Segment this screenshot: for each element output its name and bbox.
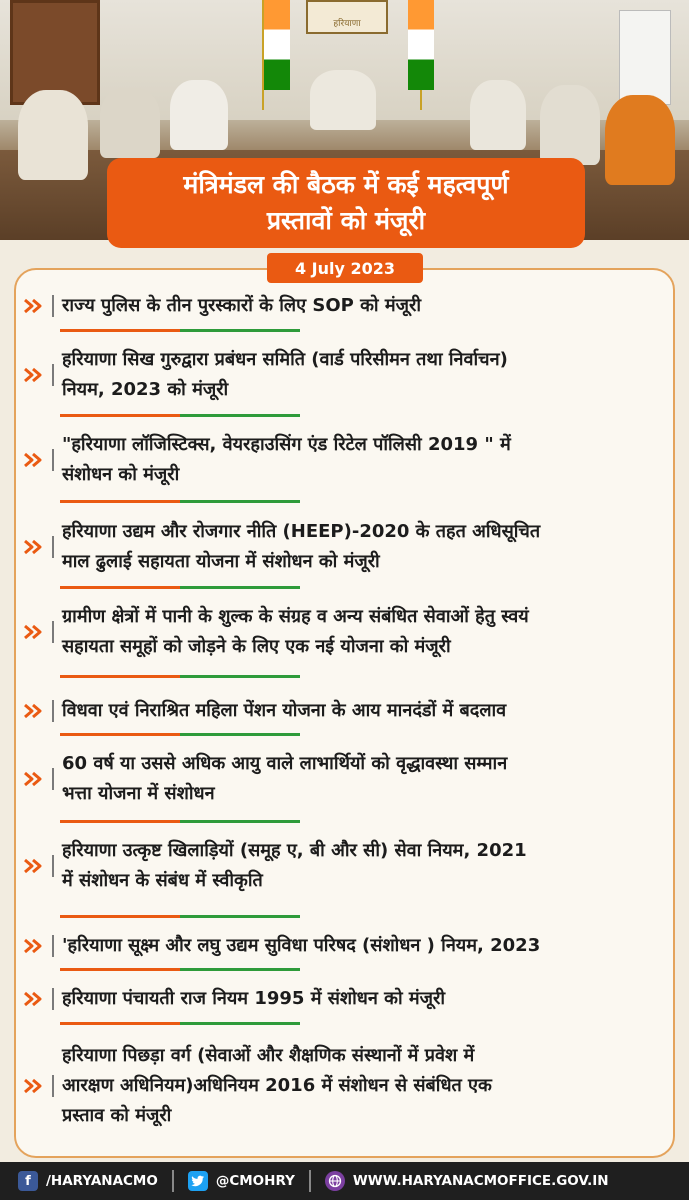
decision-item xyxy=(22,921,674,971)
decision-text: हरियाणा पिछड़ा वर्ग (सेवाओं और शैक्षणिक संस्थानों में प्रवेश में आरक्षण अधिनियम)अधिनियम 2016 में संशोधन से संबंधित एक प्रस्ताव को मंजूरी xyxy=(62,1045,492,1126)
decision-text: हरियाणा उत्कृष्ट खिलाड़ियों (समूह ए, बी और सी) सेवा नियम, 2021 में संशोधन के संबंध में स्वीकृति xyxy=(62,840,527,891)
decision-item xyxy=(22,507,674,587)
flag-left-icon xyxy=(264,0,290,90)
meeting-date: 4 July 2023 xyxy=(267,253,423,283)
decision-item xyxy=(22,974,674,1024)
double-arrow-icon xyxy=(22,365,48,385)
photo-person-center xyxy=(310,70,376,130)
decision-text: हरियाणा सिख गुरुद्वारा प्रबंधन समिति (वार्ड परिसीमन तथा निर्वाचन) नियम, 2023 को मंजूरी xyxy=(62,349,508,400)
state-emblem xyxy=(306,0,388,34)
photo-person-left xyxy=(18,90,88,180)
item-divider xyxy=(60,733,300,736)
double-arrow-icon xyxy=(22,296,48,316)
item-separator xyxy=(52,1075,54,1097)
item-divider xyxy=(60,500,300,503)
double-arrow-icon xyxy=(22,856,48,876)
decision-item xyxy=(22,281,674,331)
item-separator xyxy=(52,295,54,317)
twitter-link[interactable] xyxy=(188,1162,295,1200)
decision-text: विधवा एवं निराश्रित महिला पेंशन योजना के आय मानदंडों में बदलाव xyxy=(62,700,507,721)
globe-icon xyxy=(325,1171,345,1191)
item-separator xyxy=(52,621,54,643)
decision-text: 'हरियाणा सूक्ष्म और लघु उद्यम सुविधा परिषद (संशोधन ) नियम, 2023 xyxy=(62,935,541,956)
double-arrow-icon xyxy=(22,701,48,721)
emblem-text: हरियाणा xyxy=(333,19,361,29)
item-separator xyxy=(52,364,54,386)
facebook-link[interactable] xyxy=(18,1162,158,1200)
item-divider xyxy=(60,414,300,417)
item-divider xyxy=(60,329,300,332)
twitter-icon xyxy=(188,1171,208,1191)
website-link[interactable] xyxy=(325,1162,609,1200)
item-separator xyxy=(52,768,54,790)
double-arrow-icon xyxy=(22,1076,48,1096)
photo-person xyxy=(470,80,526,150)
decision-text: हरियाणा उद्यम और रोजगार नीति (HEEP)-2020 के तहत अधिसूचित माल ढुलाई सहायता योजना में संशोधन को मंजूरी xyxy=(62,521,541,572)
decision-text: राज्य पुलिस के तीन पुरस्कारों के लिए SOP को मंजूरी xyxy=(62,295,421,316)
photo-person xyxy=(170,80,228,150)
double-arrow-icon xyxy=(22,936,48,956)
footer-divider xyxy=(172,1170,174,1192)
photo-person-right xyxy=(605,95,675,185)
double-arrow-icon xyxy=(22,622,48,642)
item-separator xyxy=(52,536,54,558)
footer-divider xyxy=(309,1170,311,1192)
double-arrow-icon xyxy=(22,537,48,557)
double-arrow-icon xyxy=(22,769,48,789)
facebook-handle: /HARYANACMO xyxy=(46,1173,158,1189)
flag-right-icon xyxy=(408,0,434,90)
item-separator xyxy=(52,935,54,957)
item-divider xyxy=(60,915,300,918)
item-divider xyxy=(60,1022,300,1025)
decision-text: 60 वर्ष या उससे अधिक आयु वाले लाभार्थियों को वृद्धावस्था सम्मान भत्ता योजना में संशोधन xyxy=(62,753,508,804)
title-banner xyxy=(107,158,585,248)
item-divider xyxy=(60,675,300,678)
double-arrow-icon xyxy=(22,989,48,1009)
photo-person xyxy=(540,85,600,165)
item-separator xyxy=(52,855,54,877)
decision-item xyxy=(22,826,674,906)
decision-item xyxy=(22,739,674,819)
photo-person xyxy=(100,88,160,158)
facebook-icon: f xyxy=(18,1171,38,1191)
item-divider xyxy=(60,820,300,823)
page-title: मंत्रिमंडल की बैठक में कई महत्वपूर्ण प्रस्तावों को मंजूरी xyxy=(183,170,509,235)
item-divider xyxy=(60,968,300,971)
double-arrow-icon xyxy=(22,450,48,470)
website-url: WWW.HARYANACMOFFICE.GOV.IN xyxy=(352,1173,609,1189)
item-separator xyxy=(52,449,54,471)
item-separator xyxy=(52,988,54,1010)
decision-item xyxy=(22,335,674,415)
twitter-handle: @CMOHRY xyxy=(215,1173,295,1189)
decision-item xyxy=(22,1028,674,1144)
decision-text: हरियाणा पंचायती राज नियम 1995 में संशोधन को मंजूरी xyxy=(62,988,446,1009)
decision-text: "हरियाणा लॉजिस्टिक्स, वेयरहाउसिंग एंड रिटेल पॉलिसी 2019 " में संशोधन को मंजूरी xyxy=(62,434,511,485)
decision-item xyxy=(22,420,674,500)
item-separator xyxy=(52,700,54,722)
decision-item xyxy=(22,686,674,736)
footer-social-bar xyxy=(0,1162,689,1200)
decision-text: ग्रामीण क्षेत्रों में पानी के शुल्क के संग्रह व अन्य संबंधित सेवाओं हेतु स्वयं सहायता समूहों को जोड़ने के लिए एक नई योजना को मंजूरी xyxy=(62,606,529,657)
photo-air-conditioner xyxy=(619,10,671,105)
decision-item xyxy=(22,592,674,672)
item-divider xyxy=(60,586,300,589)
